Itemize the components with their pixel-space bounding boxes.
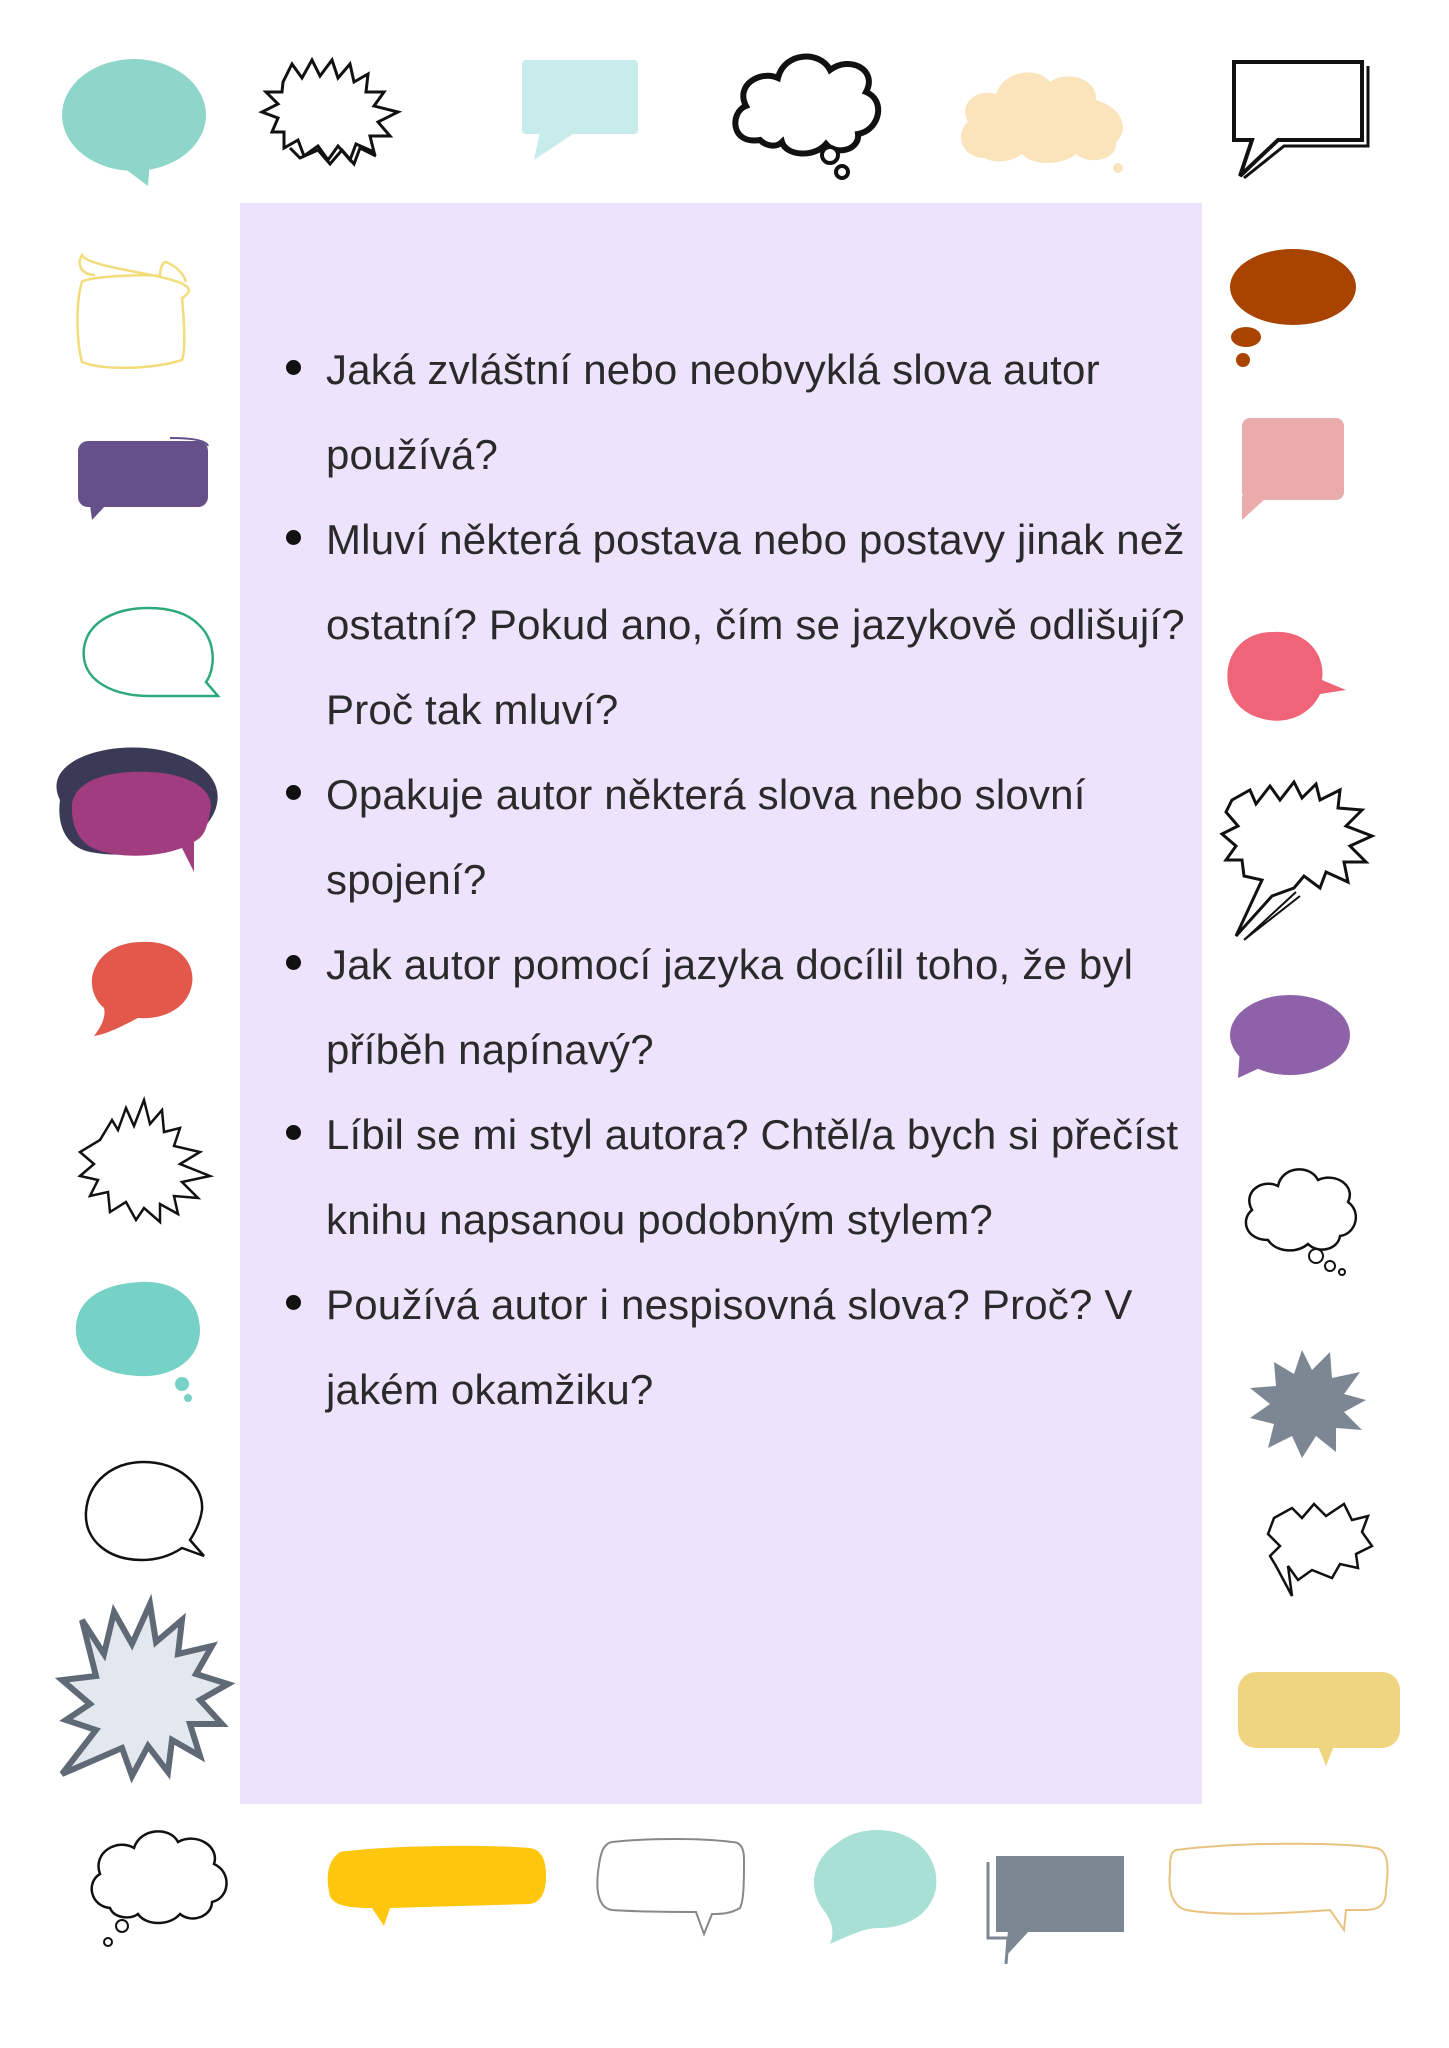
bullet-icon [286,1295,301,1310]
slate-rect-bubble-icon [988,1856,1124,1964]
yellow-outline-bubble-icon [78,255,189,368]
grey-spiky-burst-icon [62,1604,228,1776]
small-spiky-outline-bubble-icon [1268,1504,1372,1596]
white-round-outline-bubble-icon [86,1462,204,1560]
list-item [240,327,1202,497]
question-text: Líbil se mi styl autora? Chtěl/a bych si přečíst knihu napsanou podobným stylem? [326,1111,1179,1243]
questions-panel [240,203,1202,1804]
list-item [240,922,1202,1092]
list-item [240,497,1202,752]
violet-oval-bubble-icon [1230,995,1350,1078]
small-cloud-outline-bubble-icon [1246,1169,1356,1275]
navy-magenta-double-bubble-icon [56,747,217,872]
slate-burst-icon [1250,1350,1366,1458]
list-item [240,1092,1202,1262]
green-outline-round-bubble-icon [84,608,218,696]
grey-outline-rect-bubble-icon [597,1839,744,1934]
white-cloud-outline-bubble-icon [92,1831,227,1946]
peach-cloud-bubble-icon [961,72,1123,173]
black-spiky-burst-bubble-icon [1222,782,1372,940]
list-item [240,752,1202,922]
light-cyan-rect-bubble-icon [522,60,638,160]
white-spiky-burst-icon [80,1100,210,1222]
purple-rect-bubble-icon [78,438,208,520]
question-text: Jak autor pomocí jazyka docílil toho, že byl příběh napínavý? [326,941,1134,1073]
pink-rect-bubble-icon [1242,418,1344,520]
yellow-rect-bubble-icon [328,1846,546,1926]
question-text: Používá autor i nespisovná slova? Proč? V jakém okamžiku? [326,1281,1133,1413]
bullet-icon [286,785,301,800]
red-orange-bubble-icon [92,942,193,1036]
rust-oval-thought-bubble-icon [1230,249,1356,367]
thought-cloud-bubble-icon [735,57,878,178]
bullet-icon [286,530,301,545]
teal-round-bubble-icon [76,1282,200,1402]
bullet-icon [286,360,301,375]
coral-round-bubble-icon [1227,632,1346,721]
question-text: Jaká zvláštní nebo neobvyklá slova autor používá? [326,346,1100,478]
list-item [240,1262,1202,1432]
question-text: Mluví některá postava nebo postavy jinak než ostatní? Pokud ano, čím se jazykově odlišují? Proč tak mluví? [326,516,1185,733]
light-teal-round-bubble-icon [814,1830,936,1944]
bullet-icon [286,1125,301,1140]
black-outline-rect-bubble-icon [1234,62,1368,178]
mint-oval-bubble-icon [62,59,206,186]
bullet-icon [286,955,301,970]
spiky-burst-bubble-icon [262,60,398,164]
questions-list [240,327,1202,1432]
gold-rect-bubble-icon [1238,1672,1400,1766]
question-text: Opakuje autor některá slova nebo slovní spojení? [326,771,1086,903]
orange-outline-wide-bubble-icon [1170,1844,1388,1930]
